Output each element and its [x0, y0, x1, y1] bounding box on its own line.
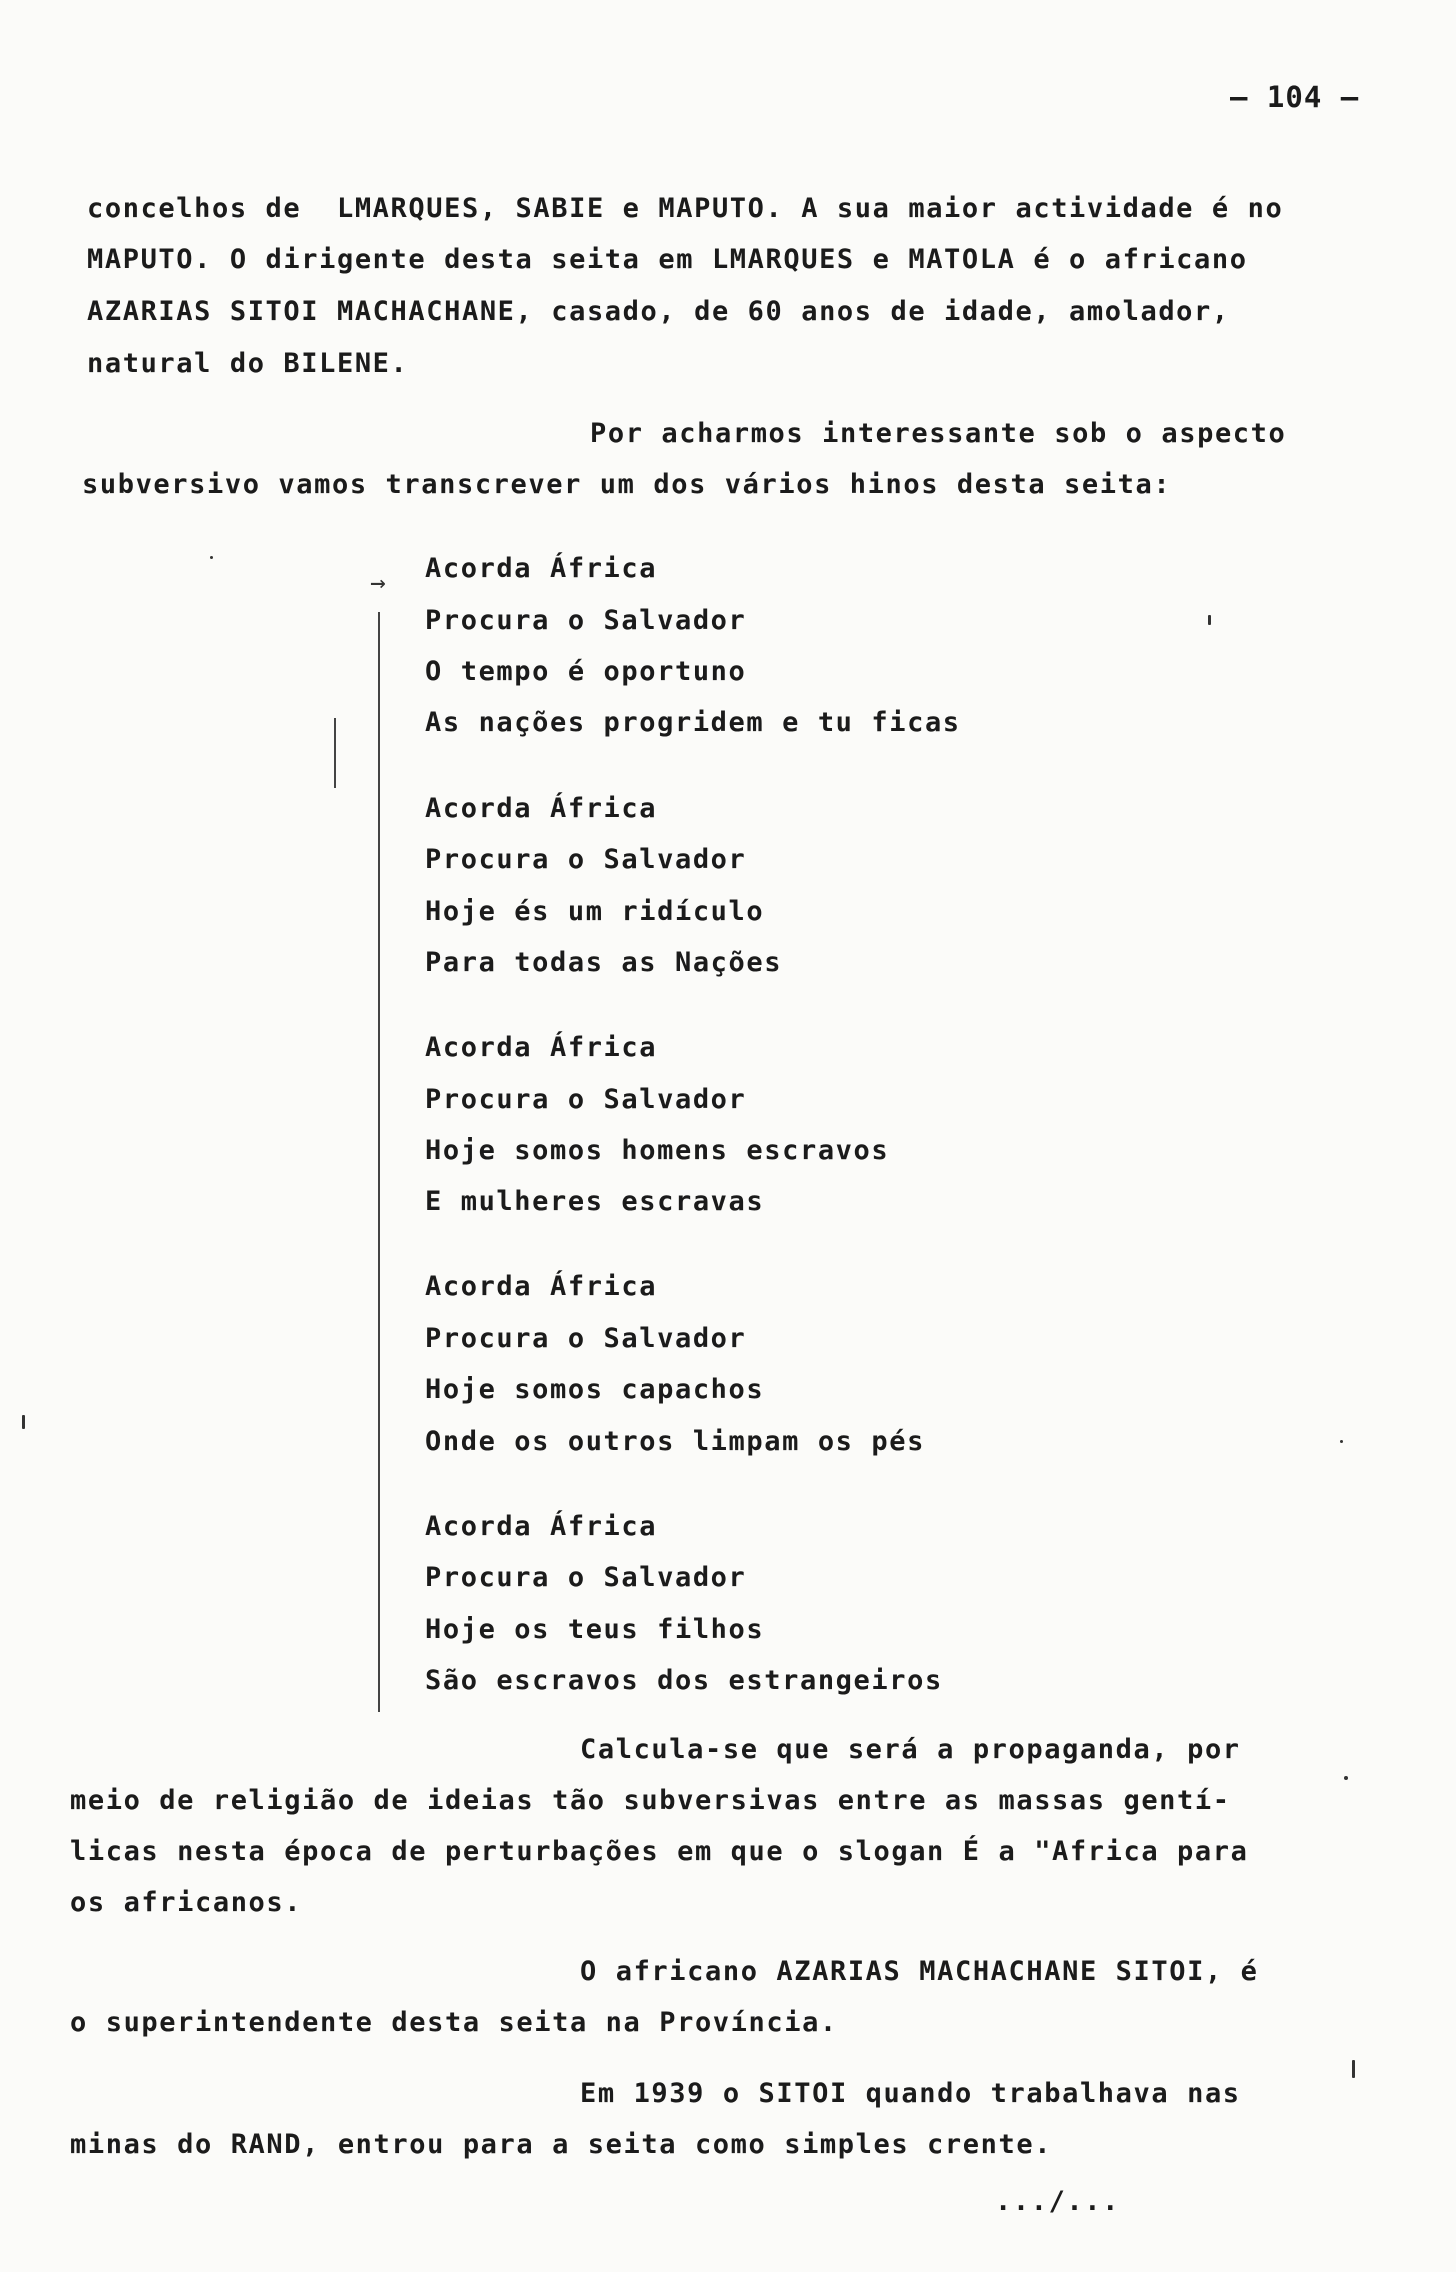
- hymn-line: As nações progridem e tu ficas: [425, 707, 961, 738]
- scan-speck: [210, 556, 213, 559]
- scan-speck: [1352, 2060, 1355, 2078]
- text-line: Calcula-se que será a propaganda, por: [580, 1734, 1241, 1765]
- hymn-line: Procura o Salvador: [425, 1323, 747, 1354]
- scan-speck: [22, 1415, 25, 1429]
- text-line: natural do BILENE.: [87, 348, 409, 379]
- text-line: MAPUTO. O dirigente desta seita em LMARQUES e MATOLA é o africano: [87, 244, 1248, 275]
- scan-speck: [1208, 615, 1211, 625]
- hymn-line: Procura o Salvador: [425, 605, 747, 636]
- scan-speck: [1340, 1440, 1343, 1443]
- hymn-line: São escravos dos estrangeiros: [425, 1665, 943, 1696]
- text-line: subversivo vamos transcrever um dos vários hinos desta seita:: [82, 469, 1172, 500]
- hymn-line: E mulheres escravas: [425, 1186, 765, 1217]
- handwritten-margin-line: [378, 612, 380, 1712]
- hymn-line: Acorda África: [425, 1032, 658, 1063]
- text-line: meio de religião de ideias tão subversivas entre as massas gentí-: [70, 1785, 1231, 1816]
- hymn-line: Procura o Salvador: [425, 1562, 747, 1593]
- text-line: os africanos.: [70, 1887, 303, 1918]
- hymn-line: Procura o Salvador: [425, 844, 747, 875]
- scan-speck: [1344, 1776, 1348, 1780]
- hymn-line: O tempo é oportuno: [425, 656, 747, 687]
- text-line: o superintendente desta seita na Província.: [70, 2007, 838, 2038]
- handwritten-arrow-icon: →: [370, 568, 386, 598]
- text-line: O africano AZARIAS MACHACHANE SITOI, é: [580, 1956, 1259, 1987]
- hymn-line: Hoje os teus filhos: [425, 1614, 765, 1645]
- text-line: licas nesta época de perturbações em que o slogan É a "Africa para: [70, 1836, 1249, 1867]
- text-line: Em 1939 o SITOI quando trabalhava nas: [580, 2078, 1241, 2109]
- continuation-mark: .../...: [995, 2186, 1120, 2217]
- hymn-line: Procura o Salvador: [425, 1084, 747, 1115]
- hymn-line: Hoje somos homens escravos: [425, 1135, 890, 1166]
- text-line: AZARIAS SITOI MACHACHANE, casado, de 60 anos de idade, amolador,: [87, 296, 1230, 327]
- hymn-line: Acorda África: [425, 1271, 658, 1302]
- text-line: Por acharmos interessante sob o aspecto: [590, 418, 1287, 449]
- hymn-line: Hoje somos capachos: [425, 1374, 765, 1405]
- hymn-line: Acorda África: [425, 793, 658, 824]
- hymn-line: Onde os outros limpam os pés: [425, 1426, 925, 1457]
- handwritten-margin-line: [334, 718, 336, 788]
- text-line: concelhos de LMARQUES, SABIE e MAPUTO. A sua maior actividade é no: [87, 193, 1284, 224]
- hymn-line: Para todas as Nações: [425, 947, 783, 978]
- hymn-line: Acorda África: [425, 553, 658, 584]
- page-number: – 104 –: [1230, 80, 1360, 114]
- hymn-line: Hoje és um ridículo: [425, 896, 765, 927]
- text-line: minas do RAND, entrou para a seita como simples crente.: [70, 2129, 1053, 2160]
- hymn-line: Acorda África: [425, 1511, 658, 1542]
